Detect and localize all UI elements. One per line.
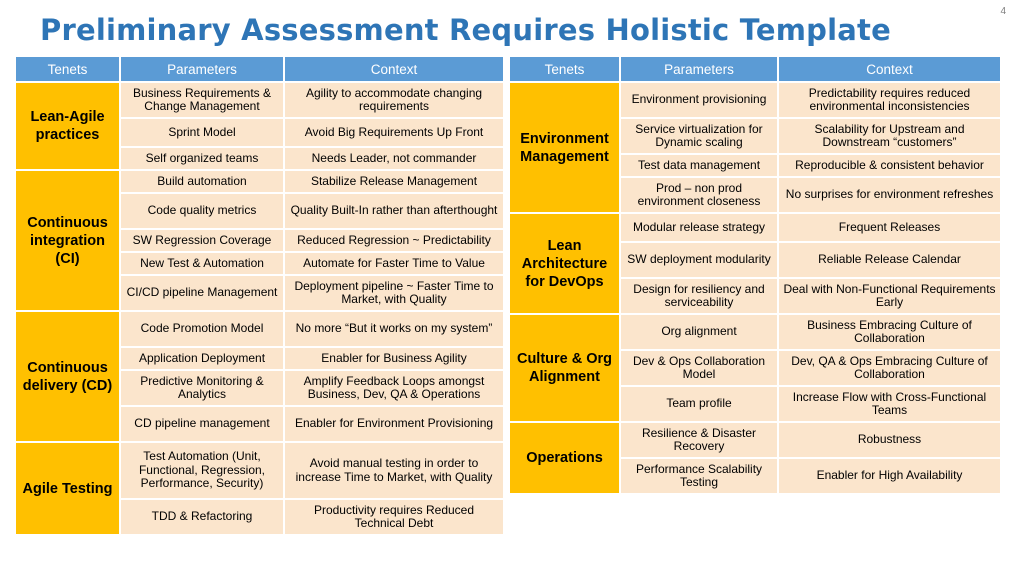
left-header-row (16, 57, 503, 81)
context-cell: Robustness (779, 423, 1000, 457)
context-cell: No more “But it works on my system” (285, 312, 503, 346)
tenet-cell: Environment Management (510, 83, 619, 212)
parameter-cell: Resilience & Disaster Recovery (621, 423, 777, 457)
parameter-cell: Service virtualization for Dynamic scaling (621, 119, 777, 153)
table-row (16, 83, 503, 117)
table-row (510, 214, 1000, 241)
header-parameters: Parameters (621, 57, 777, 81)
parameter-cell: Org alignment (621, 315, 777, 349)
parameter-cell: Performance Scalability Testing (621, 459, 777, 493)
parameter-cell: Environment provisioning (621, 83, 777, 117)
left-assessment-table (14, 55, 505, 536)
parameter-cell: Prod – non prod environment closeness (621, 178, 777, 212)
parameter-cell: Code Promotion Model (121, 312, 283, 346)
table-row (16, 171, 503, 192)
parameter-cell: CI/CD pipeline Management (121, 276, 283, 310)
parameter-cell: New Test & Automation (121, 253, 283, 274)
parameter-cell: Dev & Ops Collaboration Model (621, 351, 777, 385)
context-cell: Avoid manual testing in order to increase Time to Market, with Quality (285, 443, 503, 498)
context-cell: No surprises for environment refreshes (779, 178, 1000, 212)
table-row (510, 315, 1000, 349)
context-cell: Reduced Regression ~ Predictability (285, 230, 503, 251)
parameter-cell: Team profile (621, 387, 777, 421)
parameter-cell: Predictive Monitoring & Analytics (121, 371, 283, 405)
table-row (16, 443, 503, 498)
tenet-cell: Lean-Agile practices (16, 83, 119, 169)
parameter-cell: Test Automation (Unit, Functional, Regression, Performance, Security) (121, 443, 283, 498)
context-cell: Dev, QA & Ops Embracing Culture of Collaboration (779, 351, 1000, 385)
parameter-cell: Modular release strategy (621, 214, 777, 241)
context-cell: Enabler for High Availability (779, 459, 1000, 493)
context-cell: Enabler for Business Agility (285, 348, 503, 369)
parameter-cell: Sprint Model (121, 119, 283, 146)
parameter-cell: SW deployment modularity (621, 243, 777, 277)
context-cell: Deal with Non-Functional Requirements Early (779, 279, 1000, 313)
tenet-cell: Culture & Org Alignment (510, 315, 619, 421)
context-cell: Predictability requires reduced environmental inconsistencies (779, 83, 1000, 117)
context-cell: Productivity requires Reduced Technical Debt (285, 500, 503, 534)
context-cell: Deployment pipeline ~ Faster Time to Market, with Quality (285, 276, 503, 310)
context-cell: Amplify Feedback Loops amongst Business, Dev, QA & Operations (285, 371, 503, 405)
parameter-cell: SW Regression Coverage (121, 230, 283, 251)
header-tenets: Tenets (510, 57, 619, 81)
context-cell: Business Embracing Culture of Collaboration (779, 315, 1000, 349)
tenet-cell: Operations (510, 423, 619, 493)
table-row (510, 83, 1000, 117)
tenet-cell: Continuous integration (CI) (16, 171, 119, 310)
context-cell: Reproducible & consistent behavior (779, 155, 1000, 176)
parameter-cell: Build automation (121, 171, 283, 192)
context-cell: Quality Built-In rather than afterthought (285, 194, 503, 228)
context-cell: Reliable Release Calendar (779, 243, 1000, 277)
table-row (510, 423, 1000, 457)
context-cell: Needs Leader, not commander (285, 148, 503, 169)
parameter-cell: Self organized teams (121, 148, 283, 169)
context-cell: Avoid Big Requirements Up Front (285, 119, 503, 146)
right-header-row (510, 57, 1000, 81)
parameter-cell: Application Deployment (121, 348, 283, 369)
parameter-cell: Business Requirements & Change Management (121, 83, 283, 117)
parameter-cell: Code quality metrics (121, 194, 283, 228)
parameter-cell: Test data management (621, 155, 777, 176)
context-cell: Agility to accommodate changing requirements (285, 83, 503, 117)
parameter-cell: CD pipeline management (121, 407, 283, 441)
header-context: Context (285, 57, 503, 81)
context-cell: Scalability for Upstream and Downstream “customers” (779, 119, 1000, 153)
page-number: 4 (1000, 6, 1006, 17)
context-cell: Automate for Faster Time to Value (285, 253, 503, 274)
tenet-cell: Lean Architecture for DevOps (510, 214, 619, 313)
context-cell: Enabler for Environment Provisioning (285, 407, 503, 441)
parameter-cell: Design for resiliency and serviceability (621, 279, 777, 313)
tenet-cell: Continuous delivery (CD) (16, 312, 119, 441)
context-cell: Frequent Releases (779, 214, 1000, 241)
header-tenets: Tenets (16, 57, 119, 81)
tenet-cell: Agile Testing (16, 443, 119, 534)
slide-title: Preliminary Assessment Requires Holistic Template (40, 13, 891, 47)
header-parameters: Parameters (121, 57, 283, 81)
parameter-cell: TDD & Refactoring (121, 500, 283, 534)
context-cell: Increase Flow with Cross-Functional Teams (779, 387, 1000, 421)
context-cell: Stabilize Release Management (285, 171, 503, 192)
table-row (16, 312, 503, 346)
right-assessment-table (508, 55, 1002, 495)
header-context: Context (779, 57, 1000, 81)
